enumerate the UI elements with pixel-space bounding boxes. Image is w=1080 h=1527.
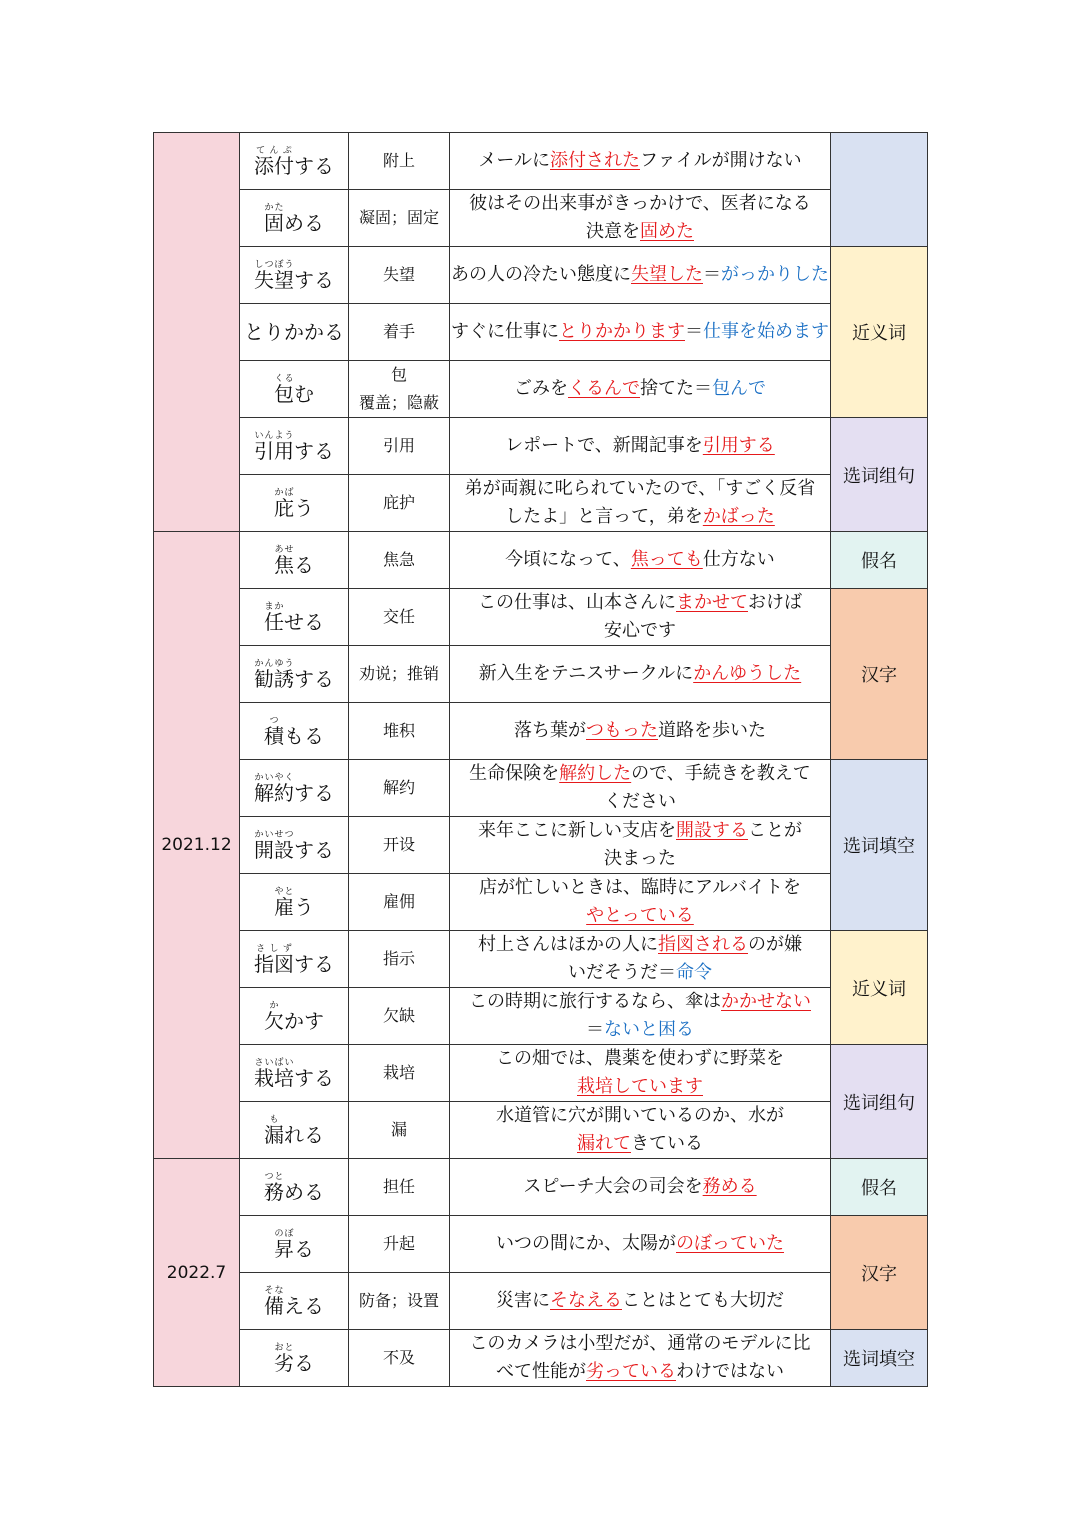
meaning-cell: [349, 760, 450, 817]
example-text: 来年ここに新しい支店を: [478, 820, 676, 841]
example-text: この仕事は、山本さんに: [478, 592, 676, 613]
meaning-cell: [349, 133, 450, 190]
word-cell: [240, 475, 349, 532]
example-text: きている: [631, 1133, 703, 1154]
word-cell: [240, 532, 349, 589]
category-cell: 近义词: [831, 931, 928, 1045]
word-cell: [240, 133, 349, 190]
target-word: くるんで: [568, 378, 640, 399]
meaning-cell: [349, 1045, 450, 1102]
target-word: 失望した: [631, 264, 703, 285]
meaning-cell: [349, 532, 450, 589]
meaning-cell: [349, 703, 450, 760]
meaning-cell: [349, 418, 450, 475]
word-reading: くる: [274, 374, 294, 384]
word-ruby: [254, 830, 294, 862]
category-cell: 选词组句: [831, 418, 928, 532]
word-reading: つ: [264, 716, 284, 726]
target-word: のぼっていた: [676, 1233, 784, 1254]
table-row: [154, 931, 928, 988]
word-suffix: う: [294, 496, 314, 520]
table-row: [154, 760, 928, 817]
word-reading: さしず: [254, 944, 294, 954]
category-cell: 汉字: [831, 1216, 928, 1330]
word-reading: かば: [274, 488, 294, 498]
meaning-text: 劝说；推销: [358, 664, 439, 683]
year-cell: 2021.12: [154, 532, 240, 1159]
word-ruby: [254, 773, 294, 805]
word-ruby: [274, 1229, 294, 1261]
word-ruby: [254, 146, 294, 178]
meaning-cell: [349, 1216, 450, 1273]
target-word: そなえる: [550, 1290, 622, 1311]
word-kanji: 添付: [254, 154, 294, 178]
meaning-text: 堆积: [382, 721, 415, 740]
synonym-text: ないと困る: [604, 1019, 694, 1040]
example-text: 道路を歩いた: [658, 720, 766, 741]
word-kanji: 積: [264, 724, 284, 748]
synonym-text: がっかりした: [721, 264, 829, 285]
meaning-text: 着手: [382, 322, 415, 341]
meaning-cell: [349, 589, 450, 646]
meaning-text: 指示: [382, 949, 415, 968]
example-cell: [450, 760, 831, 817]
word-suffix: かす: [284, 1009, 324, 1033]
meaning-text: 不及: [382, 1348, 415, 1367]
example-text: いだそうだ＝: [568, 962, 676, 983]
category-cell: 近义词: [831, 247, 928, 418]
word-suffix: とりかかる: [244, 320, 344, 344]
word-kanji: 解約: [254, 781, 294, 805]
synonym-text: 包んで: [712, 378, 766, 399]
example-cell: [450, 532, 831, 589]
word-ruby: [254, 944, 294, 976]
example-text: このカメラは小型だが、通常のモデルに比: [469, 1333, 811, 1354]
year-cell: 2022.7: [154, 1159, 240, 1387]
word-kanji: 指図: [254, 952, 294, 976]
example-text: 災害に: [496, 1290, 550, 1311]
target-word: 固めた: [640, 221, 694, 242]
example-text: 捨てた＝: [640, 378, 712, 399]
word-kanji: 栽培: [254, 1066, 294, 1090]
example-text: ください: [604, 791, 676, 812]
meaning-cell: [349, 1330, 450, 1387]
word-cell: [240, 1273, 349, 1330]
example-text: 弟が両親に叱られていたので、「すごく反省: [464, 478, 816, 499]
table-row: [154, 247, 928, 304]
target-word: 開設する: [676, 820, 748, 841]
word-ruby: [274, 374, 294, 406]
word-cell: [240, 931, 349, 988]
example-text: 彼はその出来事がきっかけで、医者になる: [469, 193, 811, 214]
example-cell: [450, 817, 831, 874]
table-row: [154, 988, 928, 1045]
word-reading: いんよう: [254, 431, 294, 441]
word-kanji: 昇: [274, 1237, 294, 1261]
word-kanji: 劣: [274, 1351, 294, 1375]
word-cell: [240, 589, 349, 646]
word-reading: か: [264, 1001, 284, 1011]
meaning-text: 庇护: [382, 493, 415, 512]
table-row: [154, 874, 928, 931]
table-row: [154, 532, 928, 589]
category-cell: 假名: [831, 1159, 928, 1216]
example-text: 新入生をテニスサークルに: [478, 663, 694, 684]
category-cell: 选词填空: [831, 1330, 928, 1387]
example-text: この時期に旅行するなら、傘は: [469, 991, 721, 1012]
target-word: かんゆうした: [693, 663, 802, 684]
table-row: [154, 1330, 928, 1387]
meaning-text: 失望: [382, 265, 415, 284]
example-text: 今頃になって、: [505, 549, 631, 570]
meaning-cell: [349, 646, 450, 703]
word-suffix: する: [294, 439, 334, 463]
meaning-cell: [349, 817, 450, 874]
meaning-text: 欠缺: [382, 1006, 415, 1025]
example-text: あの人の冷たい態度に: [451, 264, 631, 285]
example-cell: [450, 1273, 831, 1330]
example-cell: [450, 703, 831, 760]
example-cell: [450, 931, 831, 988]
word-kanji: 務: [264, 1180, 284, 1204]
word-reading: あせ: [274, 545, 294, 555]
example-cell: [450, 418, 831, 475]
example-text: ことが: [748, 820, 802, 841]
example-text: この畑では、農薬を使わずに野菜を: [496, 1048, 784, 1069]
word-ruby: [264, 1001, 284, 1033]
target-word: 焦っても: [630, 549, 703, 570]
meaning-text: 担任: [382, 1177, 415, 1196]
table-row: [154, 817, 928, 874]
meaning-text: 防备；设置: [358, 1291, 439, 1310]
word-ruby: [264, 1172, 284, 1204]
meaning-cell: [349, 304, 450, 361]
meaning-cell: [349, 1273, 450, 1330]
category-cell: 选词填空: [831, 760, 928, 931]
word-cell: [240, 1330, 349, 1387]
example-text: 水道管に穴が開いているのか、水が: [496, 1105, 784, 1126]
word-reading: さいばい: [254, 1058, 294, 1068]
example-text: いつの間にか、太陽が: [496, 1233, 676, 1254]
word-suffix: む: [294, 382, 314, 406]
table-row: [154, 1159, 928, 1216]
word-ruby: [274, 488, 294, 520]
meaning-text: 雇佣: [382, 892, 415, 911]
table-row: [154, 190, 928, 247]
category-cell: 汉字: [831, 589, 928, 760]
word-kanji: 任: [264, 610, 284, 634]
example-cell: [450, 1102, 831, 1159]
word-cell: [240, 361, 349, 418]
word-ruby: [254, 659, 294, 691]
meaning-text: 引用: [382, 436, 415, 455]
word-ruby: [264, 203, 284, 235]
target-word: つもった: [586, 720, 658, 741]
word-reading: かいせつ: [254, 830, 294, 840]
example-text: べて性能が: [496, 1361, 586, 1382]
word-ruby: [274, 545, 294, 577]
word-kanji: 勧誘: [254, 667, 294, 691]
word-cell: [240, 190, 349, 247]
example-cell: [450, 646, 831, 703]
example-text: ので、手続きを教えて: [631, 763, 811, 784]
table-row: [154, 133, 928, 190]
example-cell: [450, 475, 831, 532]
table-row: [154, 304, 928, 361]
word-suffix: する: [294, 268, 334, 292]
word-reading: つと: [264, 1172, 284, 1182]
table-row: [154, 646, 928, 703]
vocab-table-body: [154, 133, 928, 1387]
example-text: 決意を: [586, 221, 640, 242]
example-text: 村上さんはほかの人に: [478, 934, 658, 955]
word-suffix: せる: [284, 610, 324, 634]
example-cell: [450, 361, 831, 418]
meaning-text: 附上: [382, 151, 415, 170]
target-word: 務める: [702, 1176, 757, 1197]
example-text: 落ち葉が: [514, 720, 586, 741]
word-cell: [240, 874, 349, 931]
word-suffix: る: [294, 1237, 314, 1261]
word-cell: [240, 703, 349, 760]
table-row: [154, 418, 928, 475]
meaning-cell: [349, 1102, 450, 1159]
example-cell: [450, 1216, 831, 1273]
synonym-text: 命令: [676, 962, 712, 983]
synonym-text: 仕事を始めます: [703, 321, 829, 342]
example-text: 仕方ない: [702, 549, 775, 570]
meaning-cell: [349, 988, 450, 1045]
word-kanji: 固: [264, 211, 284, 235]
example-cell: [450, 1330, 831, 1387]
word-suffix: もる: [284, 724, 324, 748]
example-cell: [450, 190, 831, 247]
word-cell: [240, 1045, 349, 1102]
category-cell: 假名: [831, 532, 928, 589]
table-row: [154, 361, 928, 418]
word-cell: [240, 418, 349, 475]
meaning-text: 漏: [390, 1120, 407, 1139]
example-cell: [450, 988, 831, 1045]
table-row: [154, 1045, 928, 1102]
example-text: スピーチ大会の司会を: [523, 1176, 703, 1197]
meaning-text: 包: [390, 365, 407, 384]
example-text: レポートで、新聞記事を: [505, 435, 703, 456]
meaning-cell: [349, 361, 450, 418]
word-ruby: [254, 260, 294, 292]
category-cell: 选词组句: [831, 1045, 928, 1159]
word-cell: [240, 1159, 349, 1216]
example-text: したよ」と言って，弟を: [505, 506, 703, 527]
word-kanji: 漏: [264, 1123, 284, 1147]
target-word: とりかかります: [559, 321, 685, 342]
word-kanji: 欠: [264, 1009, 284, 1033]
word-cell: [240, 760, 349, 817]
example-text: ごみを: [514, 378, 568, 399]
example-text: 安心です: [604, 620, 676, 641]
word-cell: [240, 817, 349, 874]
meaning-cell: [349, 931, 450, 988]
word-suffix: する: [294, 838, 334, 862]
word-suffix: する: [294, 1066, 334, 1090]
example-cell: [450, 1045, 831, 1102]
example-text: ＝: [586, 1019, 604, 1040]
example-text: 決まった: [604, 848, 676, 869]
word-reading: かいやく: [254, 773, 294, 783]
word-reading: も: [264, 1115, 284, 1125]
example-cell: [450, 304, 831, 361]
target-word: 解約した: [559, 763, 632, 784]
table-row: [154, 475, 928, 532]
example-cell: [450, 247, 831, 304]
word-kanji: 開設: [254, 838, 294, 862]
word-kanji: 引用: [254, 439, 294, 463]
word-suffix: する: [294, 667, 334, 691]
example-cell: [450, 874, 831, 931]
word-suffix: する: [294, 154, 334, 178]
example-text: すぐに仕事に: [451, 321, 559, 342]
example-text: 店が忙しいときは、臨時にアルバイトを: [478, 877, 802, 898]
target-word: 添付された: [550, 150, 640, 171]
meaning-text: 升起: [382, 1234, 415, 1253]
example-cell: [450, 133, 831, 190]
table-row: [154, 1273, 928, 1330]
word-ruby: [264, 1286, 284, 1318]
word-ruby: [274, 1343, 294, 1375]
word-suffix: める: [284, 211, 324, 235]
example-text: わけではない: [676, 1361, 784, 1382]
word-kanji: 備: [264, 1294, 284, 1318]
target-word: まかせて: [676, 592, 748, 613]
example-cell: [450, 589, 831, 646]
example-text: ＝: [703, 264, 721, 285]
target-word: かかせない: [721, 991, 811, 1012]
word-cell: [240, 1102, 349, 1159]
word-cell: [240, 304, 349, 361]
word-ruby: [254, 431, 294, 463]
word-reading: やと: [274, 887, 294, 897]
word-suffix: する: [294, 952, 334, 976]
category-cell: [831, 133, 928, 247]
example-text: のが嫌: [748, 934, 802, 955]
example-text: ＝: [685, 321, 703, 342]
word-cell: [240, 988, 349, 1045]
word-kanji: 失望: [254, 268, 294, 292]
word-reading: かた: [264, 203, 284, 213]
word-reading: おと: [274, 1343, 294, 1353]
example-text: ファイルが開けない: [640, 150, 802, 171]
word-cell: [240, 247, 349, 304]
word-reading: まか: [264, 602, 284, 612]
meaning-cell: [349, 475, 450, 532]
meaning-cell: [349, 874, 450, 931]
target-word: 指図される: [658, 934, 748, 955]
meaning-text: 栽培: [382, 1063, 415, 1082]
meaning-text: 交任: [382, 607, 415, 626]
word-kanji: 焦: [274, 553, 294, 577]
example-text: 生命保険を: [469, 763, 560, 784]
meaning-text: 焦急: [382, 550, 415, 569]
example-text: ことはとても大切だ: [622, 1290, 784, 1311]
vocab-table: [153, 132, 928, 1387]
table-row: [154, 1102, 928, 1159]
word-reading: しつぼう: [254, 260, 294, 270]
meaning-text: 解约: [382, 778, 415, 797]
meaning-cell: [349, 247, 450, 304]
word-suffix: する: [294, 781, 334, 805]
word-reading: そな: [264, 1286, 284, 1296]
word-reading: のぼ: [274, 1229, 294, 1239]
target-word: やとっている: [586, 905, 694, 926]
meaning-text: 开设: [382, 835, 415, 854]
word-ruby: [264, 716, 284, 748]
word-suffix: う: [294, 895, 314, 919]
table-row: [154, 703, 928, 760]
meaning-text: 覆盖；隐蔽: [358, 393, 439, 412]
word-ruby: [254, 1058, 294, 1090]
word-suffix: える: [284, 1294, 324, 1318]
word-ruby: [264, 1115, 284, 1147]
word-suffix: る: [294, 1351, 314, 1375]
meaning-text: 凝固；固定: [358, 208, 439, 227]
table-row: [154, 589, 928, 646]
word-kanji: 庇: [274, 496, 294, 520]
word-kanji: 包: [274, 382, 294, 406]
meaning-cell: [349, 190, 450, 247]
word-ruby: [264, 602, 284, 634]
word-cell: [240, 1216, 349, 1273]
word-cell: [240, 646, 349, 703]
example-text: おけば: [748, 592, 802, 613]
table-row: [154, 1216, 928, 1273]
word-suffix: る: [294, 553, 314, 577]
year-cell: [154, 133, 240, 532]
meaning-cell: [349, 1159, 450, 1216]
word-kanji: 雇: [274, 895, 294, 919]
target-word: 漏れて: [577, 1133, 631, 1154]
example-text: メールに: [478, 150, 550, 171]
target-word: かばった: [702, 506, 775, 527]
target-word: 劣っている: [586, 1361, 676, 1382]
word-reading: かんゆう: [254, 659, 294, 669]
target-word: 引用する: [702, 435, 775, 456]
word-ruby: [274, 887, 294, 919]
word-suffix: める: [284, 1180, 324, 1204]
word-suffix: れる: [284, 1123, 324, 1147]
word-reading: てんぷ: [254, 146, 294, 156]
example-cell: [450, 1159, 831, 1216]
target-word: 栽培しています: [577, 1076, 703, 1097]
